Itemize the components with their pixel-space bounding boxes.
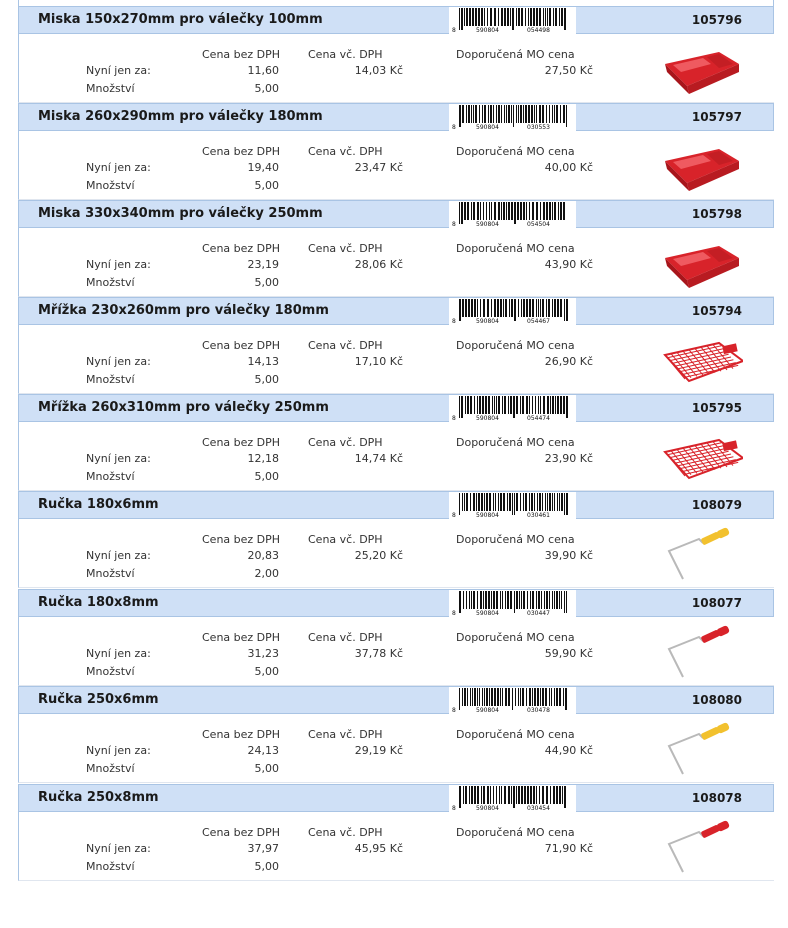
price-ex-vat-value: 23,19 xyxy=(247,258,279,271)
quantity-value[interactable]: 5,00 xyxy=(254,762,279,775)
barcode-digits-right: 054498 xyxy=(527,27,550,34)
barcode-digits-left: 590804 xyxy=(476,415,499,422)
product-details xyxy=(18,34,774,103)
barcode-graphic xyxy=(449,492,576,519)
price-inc-vat-header: Cena vč. DPH xyxy=(308,242,383,255)
price-inc-vat-header: Cena vč. DPH xyxy=(308,436,383,449)
recommended-price-header: Doporučená MO cena xyxy=(456,533,575,546)
barcode-digits-left: 590804 xyxy=(476,610,499,617)
price-ex-vat-header: Cena bez DPH xyxy=(202,145,281,158)
product-header xyxy=(18,589,774,617)
price-ex-vat-value: 14,13 xyxy=(247,355,279,368)
product-code: 105796 xyxy=(691,13,742,27)
barcode-graphic xyxy=(449,298,576,325)
price-inc-vat-value: 14,74 Kč xyxy=(354,452,403,465)
product-title[interactable]: Miska 260x290mm pro válečky 180mm xyxy=(38,109,323,124)
product-item xyxy=(18,103,774,200)
product-details xyxy=(18,228,774,297)
barcode-digit-first: 8 xyxy=(452,805,456,812)
product-title[interactable]: Ručka 180x6mm xyxy=(38,497,159,512)
recommended-price-value: 26,90 Kč xyxy=(544,355,593,368)
product-title[interactable]: Ručka 250x8mm xyxy=(38,790,159,805)
product-details xyxy=(18,714,774,783)
product-code: 105798 xyxy=(691,207,742,221)
quantity-value[interactable]: 2,00 xyxy=(254,567,279,580)
barcode xyxy=(449,104,576,131)
recommended-price-value: 43,90 Kč xyxy=(544,258,593,271)
quantity-label: Množství xyxy=(86,82,135,95)
price-ex-vat-header: Cena bez DPH xyxy=(202,728,281,741)
product-code: 105794 xyxy=(691,304,742,318)
product-header xyxy=(18,297,774,325)
barcode-graphic xyxy=(449,785,576,812)
product-item xyxy=(18,686,774,783)
quantity-value[interactable]: 5,00 xyxy=(254,179,279,192)
recommended-price-header: Doporučená MO cena xyxy=(456,436,575,449)
barcode-digit-first: 8 xyxy=(452,415,456,422)
price-ex-vat-value: 37,97 xyxy=(247,842,279,855)
product-item xyxy=(18,394,774,491)
product-details xyxy=(18,519,774,588)
now-only-label: Nyní jen za: xyxy=(86,744,151,757)
price-inc-vat-value: 29,19 Kč xyxy=(354,744,403,757)
price-ex-vat-value: 19,40 xyxy=(247,161,279,174)
barcode-digit-first: 8 xyxy=(452,221,456,228)
price-inc-vat-value: 37,78 Kč xyxy=(354,647,403,660)
recommended-price-header: Doporučená MO cena xyxy=(456,242,575,255)
barcode-digits-left: 590804 xyxy=(476,221,499,228)
barcode-graphic xyxy=(449,201,576,228)
product-title[interactable]: Mřížka 230x260mm pro válečky 180mm xyxy=(38,303,329,318)
product-code: 108077 xyxy=(691,596,742,610)
quantity-label: Množství xyxy=(86,470,135,483)
now-only-label: Nyní jen za: xyxy=(86,647,151,660)
barcode-digit-first: 8 xyxy=(452,512,456,519)
price-ex-vat-value: 11,60 xyxy=(247,64,279,77)
barcode-digits-right: 054467 xyxy=(527,318,550,325)
barcode-digits-left: 590804 xyxy=(476,707,499,714)
price-ex-vat-header: Cena bez DPH xyxy=(202,436,281,449)
price-inc-vat-header: Cena vč. DPH xyxy=(308,631,383,644)
roller-handle-yellow-icon[interactable] xyxy=(659,722,743,778)
recommended-price-value: 44,90 Kč xyxy=(544,744,593,757)
tray-icon[interactable] xyxy=(659,42,743,98)
roller-handle-red-icon[interactable] xyxy=(659,625,743,681)
product-title[interactable]: Miska 150x270mm pro válečky 100mm xyxy=(38,12,323,27)
price-ex-vat-header: Cena bez DPH xyxy=(202,826,281,839)
barcode-digits-right: 030454 xyxy=(527,805,550,812)
price-ex-vat-header: Cena bez DPH xyxy=(202,533,281,546)
quantity-label: Množství xyxy=(86,179,135,192)
price-ex-vat-value: 31,23 xyxy=(247,647,279,660)
barcode-digits-left: 590804 xyxy=(476,805,499,812)
recommended-price-value: 59,90 Kč xyxy=(544,647,593,660)
roller-handle-yellow-icon[interactable] xyxy=(659,527,743,583)
barcode-digit-first: 8 xyxy=(452,318,456,325)
price-ex-vat-value: 20,83 xyxy=(247,549,279,562)
product-header xyxy=(18,103,774,131)
price-inc-vat-value: 25,20 Kč xyxy=(354,549,403,562)
price-inc-vat-header: Cena vč. DPH xyxy=(308,826,383,839)
quantity-value[interactable]: 5,00 xyxy=(254,860,279,873)
barcode-digits-right: 054474 xyxy=(527,415,550,422)
barcode-digits-left: 590804 xyxy=(476,27,499,34)
price-ex-vat-header: Cena bez DPH xyxy=(202,631,281,644)
barcode xyxy=(449,492,576,519)
product-code: 108078 xyxy=(691,791,742,805)
quantity-label: Množství xyxy=(86,665,135,678)
product-item xyxy=(18,589,774,686)
barcode-graphic xyxy=(449,104,576,131)
product-code: 108079 xyxy=(691,498,742,512)
quantity-label: Množství xyxy=(86,276,135,289)
now-only-label: Nyní jen za: xyxy=(86,161,151,174)
barcode-digits-right: 030447 xyxy=(527,610,550,617)
recommended-price-header: Doporučená MO cena xyxy=(456,631,575,644)
product-details xyxy=(18,812,774,881)
barcode-digit-first: 8 xyxy=(452,610,456,617)
price-inc-vat-value: 17,10 Kč xyxy=(354,355,403,368)
price-inc-vat-value: 28,06 Kč xyxy=(354,258,403,271)
now-only-label: Nyní jen za: xyxy=(86,549,151,562)
product-item xyxy=(18,491,774,588)
product-code: 105797 xyxy=(691,110,742,124)
recommended-price-header: Doporučená MO cena xyxy=(456,728,575,741)
recommended-price-header: Doporučená MO cena xyxy=(456,339,575,352)
product-item xyxy=(18,297,774,394)
price-ex-vat-header: Cena bez DPH xyxy=(202,48,281,61)
price-inc-vat-header: Cena vč. DPH xyxy=(308,48,383,61)
product-header xyxy=(18,491,774,519)
product-details xyxy=(18,422,774,491)
price-inc-vat-header: Cena vč. DPH xyxy=(308,339,383,352)
roller-handle-red-icon[interactable] xyxy=(659,820,743,876)
product-header xyxy=(18,784,774,812)
price-inc-vat-value: 14,03 Kč xyxy=(354,64,403,77)
product-item xyxy=(18,200,774,297)
price-inc-vat-header: Cena vč. DPH xyxy=(308,145,383,158)
price-inc-vat-header: Cena vč. DPH xyxy=(308,533,383,546)
barcode-graphic xyxy=(449,687,576,714)
now-only-label: Nyní jen za: xyxy=(86,452,151,465)
product-details xyxy=(18,131,774,200)
price-inc-vat-value: 45,95 Kč xyxy=(354,842,403,855)
barcode-digits-left: 590804 xyxy=(476,124,499,131)
barcode-digits-right: 030478 xyxy=(527,707,550,714)
now-only-label: Nyní jen za: xyxy=(86,842,151,855)
now-only-label: Nyní jen za: xyxy=(86,258,151,271)
barcode xyxy=(449,201,576,228)
product-title[interactable]: Mřížka 260x310mm pro válečky 250mm xyxy=(38,400,329,415)
recommended-price-value: 71,90 Kč xyxy=(544,842,593,855)
price-inc-vat-value: 23,47 Kč xyxy=(354,161,403,174)
quantity-label: Množství xyxy=(86,373,135,386)
quantity-label: Množství xyxy=(86,567,135,580)
barcode-digit-first: 8 xyxy=(452,27,456,34)
product-header xyxy=(18,394,774,422)
tray-icon[interactable] xyxy=(659,139,743,195)
quantity-value[interactable]: 5,00 xyxy=(254,665,279,678)
product-item xyxy=(18,784,774,881)
product-title[interactable]: Ručka 180x8mm xyxy=(38,595,159,610)
barcode-digits-left: 590804 xyxy=(476,512,499,519)
quantity-label: Množství xyxy=(86,860,135,873)
barcode-graphic xyxy=(449,590,576,617)
quantity-value[interactable]: 5,00 xyxy=(254,82,279,95)
barcode-digits-right: 030553 xyxy=(527,124,550,131)
product-code: 108080 xyxy=(691,693,742,707)
product-title[interactable]: Ručka 250x6mm xyxy=(38,692,159,707)
barcode-digits-right: 030461 xyxy=(527,512,550,519)
barcode-graphic xyxy=(449,7,576,34)
price-ex-vat-value: 12,18 xyxy=(247,452,279,465)
recommended-price-value: 40,00 Kč xyxy=(544,161,593,174)
product-item xyxy=(18,6,774,103)
product-header xyxy=(18,6,774,34)
product-details xyxy=(18,325,774,394)
now-only-label: Nyní jen za: xyxy=(86,355,151,368)
barcode xyxy=(449,785,576,812)
price-ex-vat-header: Cena bez DPH xyxy=(202,339,281,352)
tray-icon[interactable] xyxy=(659,236,743,292)
barcode-digits-right: 054504 xyxy=(527,221,550,228)
barcode xyxy=(449,298,576,325)
barcode xyxy=(449,590,576,617)
barcode-digits-left: 590804 xyxy=(476,318,499,325)
barcode xyxy=(449,395,576,422)
recommended-price-header: Doporučená MO cena xyxy=(456,48,575,61)
price-ex-vat-header: Cena bez DPH xyxy=(202,242,281,255)
recommended-price-value: 39,90 Kč xyxy=(544,549,593,562)
recommended-price-value: 23,90 Kč xyxy=(544,452,593,465)
product-details xyxy=(18,617,774,686)
recommended-price-header: Doporučená MO cena xyxy=(456,145,575,158)
grid-icon[interactable] xyxy=(659,430,743,486)
price-ex-vat-value: 24,13 xyxy=(247,744,279,757)
grid-icon[interactable] xyxy=(659,333,743,389)
barcode xyxy=(449,7,576,34)
product-header xyxy=(18,200,774,228)
product-header xyxy=(18,686,774,714)
barcode xyxy=(449,687,576,714)
quantity-value[interactable]: 5,00 xyxy=(254,276,279,289)
quantity-value[interactable]: 5,00 xyxy=(254,373,279,386)
quantity-value[interactable]: 5,00 xyxy=(254,470,279,483)
price-inc-vat-header: Cena vč. DPH xyxy=(308,728,383,741)
quantity-label: Množství xyxy=(86,762,135,775)
barcode-digit-first: 8 xyxy=(452,707,456,714)
barcode-graphic xyxy=(449,395,576,422)
now-only-label: Nyní jen za: xyxy=(86,64,151,77)
recommended-price-value: 27,50 Kč xyxy=(544,64,593,77)
product-title[interactable]: Miska 330x340mm pro válečky 250mm xyxy=(38,206,323,221)
recommended-price-header: Doporučená MO cena xyxy=(456,826,575,839)
product-code: 105795 xyxy=(691,401,742,415)
barcode-digit-first: 8 xyxy=(452,124,456,131)
